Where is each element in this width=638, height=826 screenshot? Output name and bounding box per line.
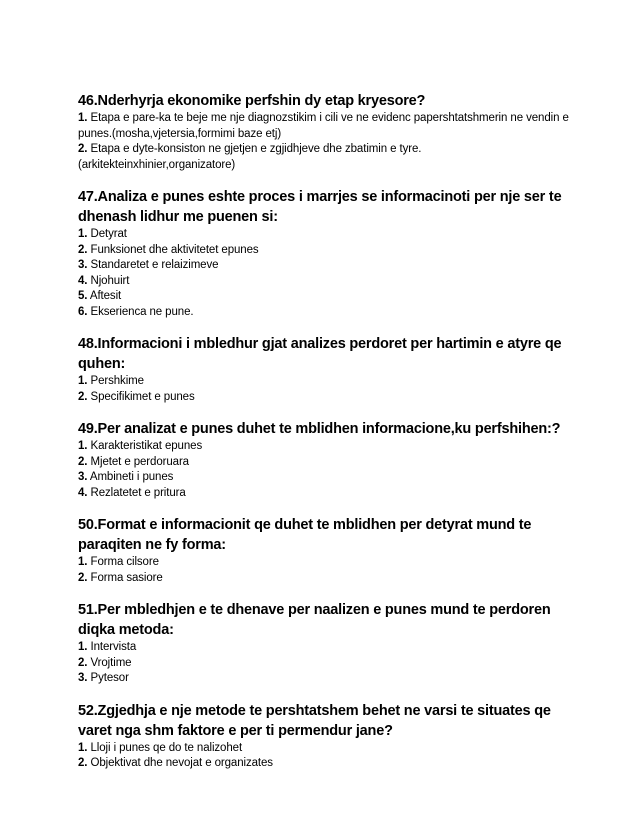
answer-item <box>78 243 578 259</box>
answer-item <box>78 756 578 772</box>
question-title: 48.Informacioni i mbledhur gjat analizes perdoret per hartimin e atyre qe quhen: <box>78 336 562 372</box>
answer-item <box>78 227 578 243</box>
item-number: 1. <box>78 741 88 754</box>
item-text: Etapa e pare-ka te beje me nje diagnozstikim i cili ve ne evidenc papershtatshmerin ne vendin e punes.(mosha,vjetersia,formimi baze etj) <box>78 112 569 140</box>
item-text: Rezlatetet e pritura <box>90 486 186 499</box>
item-number: 4. <box>78 486 88 499</box>
item-number: 1. <box>78 375 88 387</box>
item-text: Forma sasiore <box>90 571 163 584</box>
question-block <box>78 515 578 586</box>
question-block <box>78 600 578 687</box>
question-block <box>78 91 578 173</box>
item-number: 2. <box>78 757 88 769</box>
item-text: Objektivat dhe nevojat e organizates <box>90 757 273 769</box>
item-number: 1. <box>78 556 88 568</box>
answer-item <box>78 111 578 142</box>
question-block <box>78 419 578 501</box>
answer-item <box>78 656 578 672</box>
item-text: Funksionet dhe aktivitetet epunes <box>90 243 259 256</box>
answer-item <box>78 289 578 305</box>
question-title: 50.Format e informacionit qe duhet te mblidhen per detyrat mund te paraqiten ne fy forma: <box>78 517 532 553</box>
item-number: 1. <box>78 440 88 452</box>
question-block <box>78 701 578 772</box>
item-text: Specifikimet e punes <box>90 390 195 403</box>
item-number: 2. <box>78 571 88 584</box>
item-text: Vrojtime <box>90 656 132 669</box>
item-number: 2. <box>78 390 88 403</box>
question-title: 51.Per mbledhjen e te dhenave per naalizen e punes mund te perdoren diqka metoda: <box>78 602 551 638</box>
answer-item <box>78 439 578 455</box>
question-title: 49.Per analizat e punes duhet te mblidhen informacione,ku perfshihen:? <box>78 421 561 437</box>
answer-item <box>78 571 578 587</box>
item-text: Pytesor <box>90 672 129 684</box>
item-text: Karakteristikat epunes <box>90 440 203 452</box>
answer-item <box>78 640 578 656</box>
item-text: Pershkime <box>90 375 144 387</box>
answer-item <box>78 470 578 486</box>
question-title: 52.Zgjedhja e nje metode te pershtatshem behet ne varsi te situates qe varet nga shm faktore e per ti permendur jane? <box>78 702 551 739</box>
item-number: 5. <box>78 290 88 302</box>
question-title: 47.Analiza e punes eshte proces i marrjes se informacinoti per nje ser te dhenash lidhur me puenen si: <box>78 189 562 225</box>
item-text: Detyrat <box>90 228 127 240</box>
item-number: 2. <box>78 455 88 468</box>
answer-item <box>78 142 578 173</box>
item-number: 4. <box>78 274 88 287</box>
item-text: Forma cilsore <box>90 556 159 568</box>
answer-item <box>78 258 578 274</box>
item-text: Standaretet e relaizimeve <box>90 259 219 271</box>
item-text: Etapa e dyte-konsiston ne gjetjen e zgjidhjeve dhe zbatimin e tyre. (arkitekteinxhinier,organizatore) <box>78 143 422 171</box>
item-number: 1. <box>78 112 88 124</box>
answer-item <box>78 741 578 757</box>
item-text: Lloji i punes qe do te nalizohet <box>90 741 243 754</box>
answer-item <box>78 486 578 502</box>
item-number: 1. <box>78 641 88 653</box>
answer-item <box>78 305 578 321</box>
item-number: 3. <box>78 259 88 271</box>
answer-item <box>78 274 578 290</box>
question-block <box>78 334 578 405</box>
answer-item <box>78 455 578 471</box>
answer-item <box>78 390 578 406</box>
question-block <box>78 187 578 320</box>
question-title: 46.Nderhyrja ekonomike perfshin dy etap kryesore? <box>78 93 426 109</box>
item-text: Aftesit <box>89 290 122 302</box>
item-text: Ambineti i punes <box>89 471 174 483</box>
item-number: 1. <box>78 228 88 240</box>
item-number: 3. <box>78 672 88 684</box>
item-number: 2. <box>78 243 88 256</box>
item-text: Mjetet e perdoruara <box>90 455 189 468</box>
item-text: Intervista <box>90 641 137 653</box>
item-text: Ekserienca ne pune. <box>90 305 194 318</box>
item-text: Njohuirt <box>90 274 130 287</box>
item-number: 2. <box>78 143 88 155</box>
question-list <box>78 91 578 772</box>
item-number: 2. <box>78 656 88 669</box>
item-number: 3. <box>78 471 88 483</box>
answer-item <box>78 671 578 687</box>
answer-item <box>78 555 578 571</box>
answer-item <box>78 374 578 390</box>
item-number: 6. <box>78 305 88 318</box>
